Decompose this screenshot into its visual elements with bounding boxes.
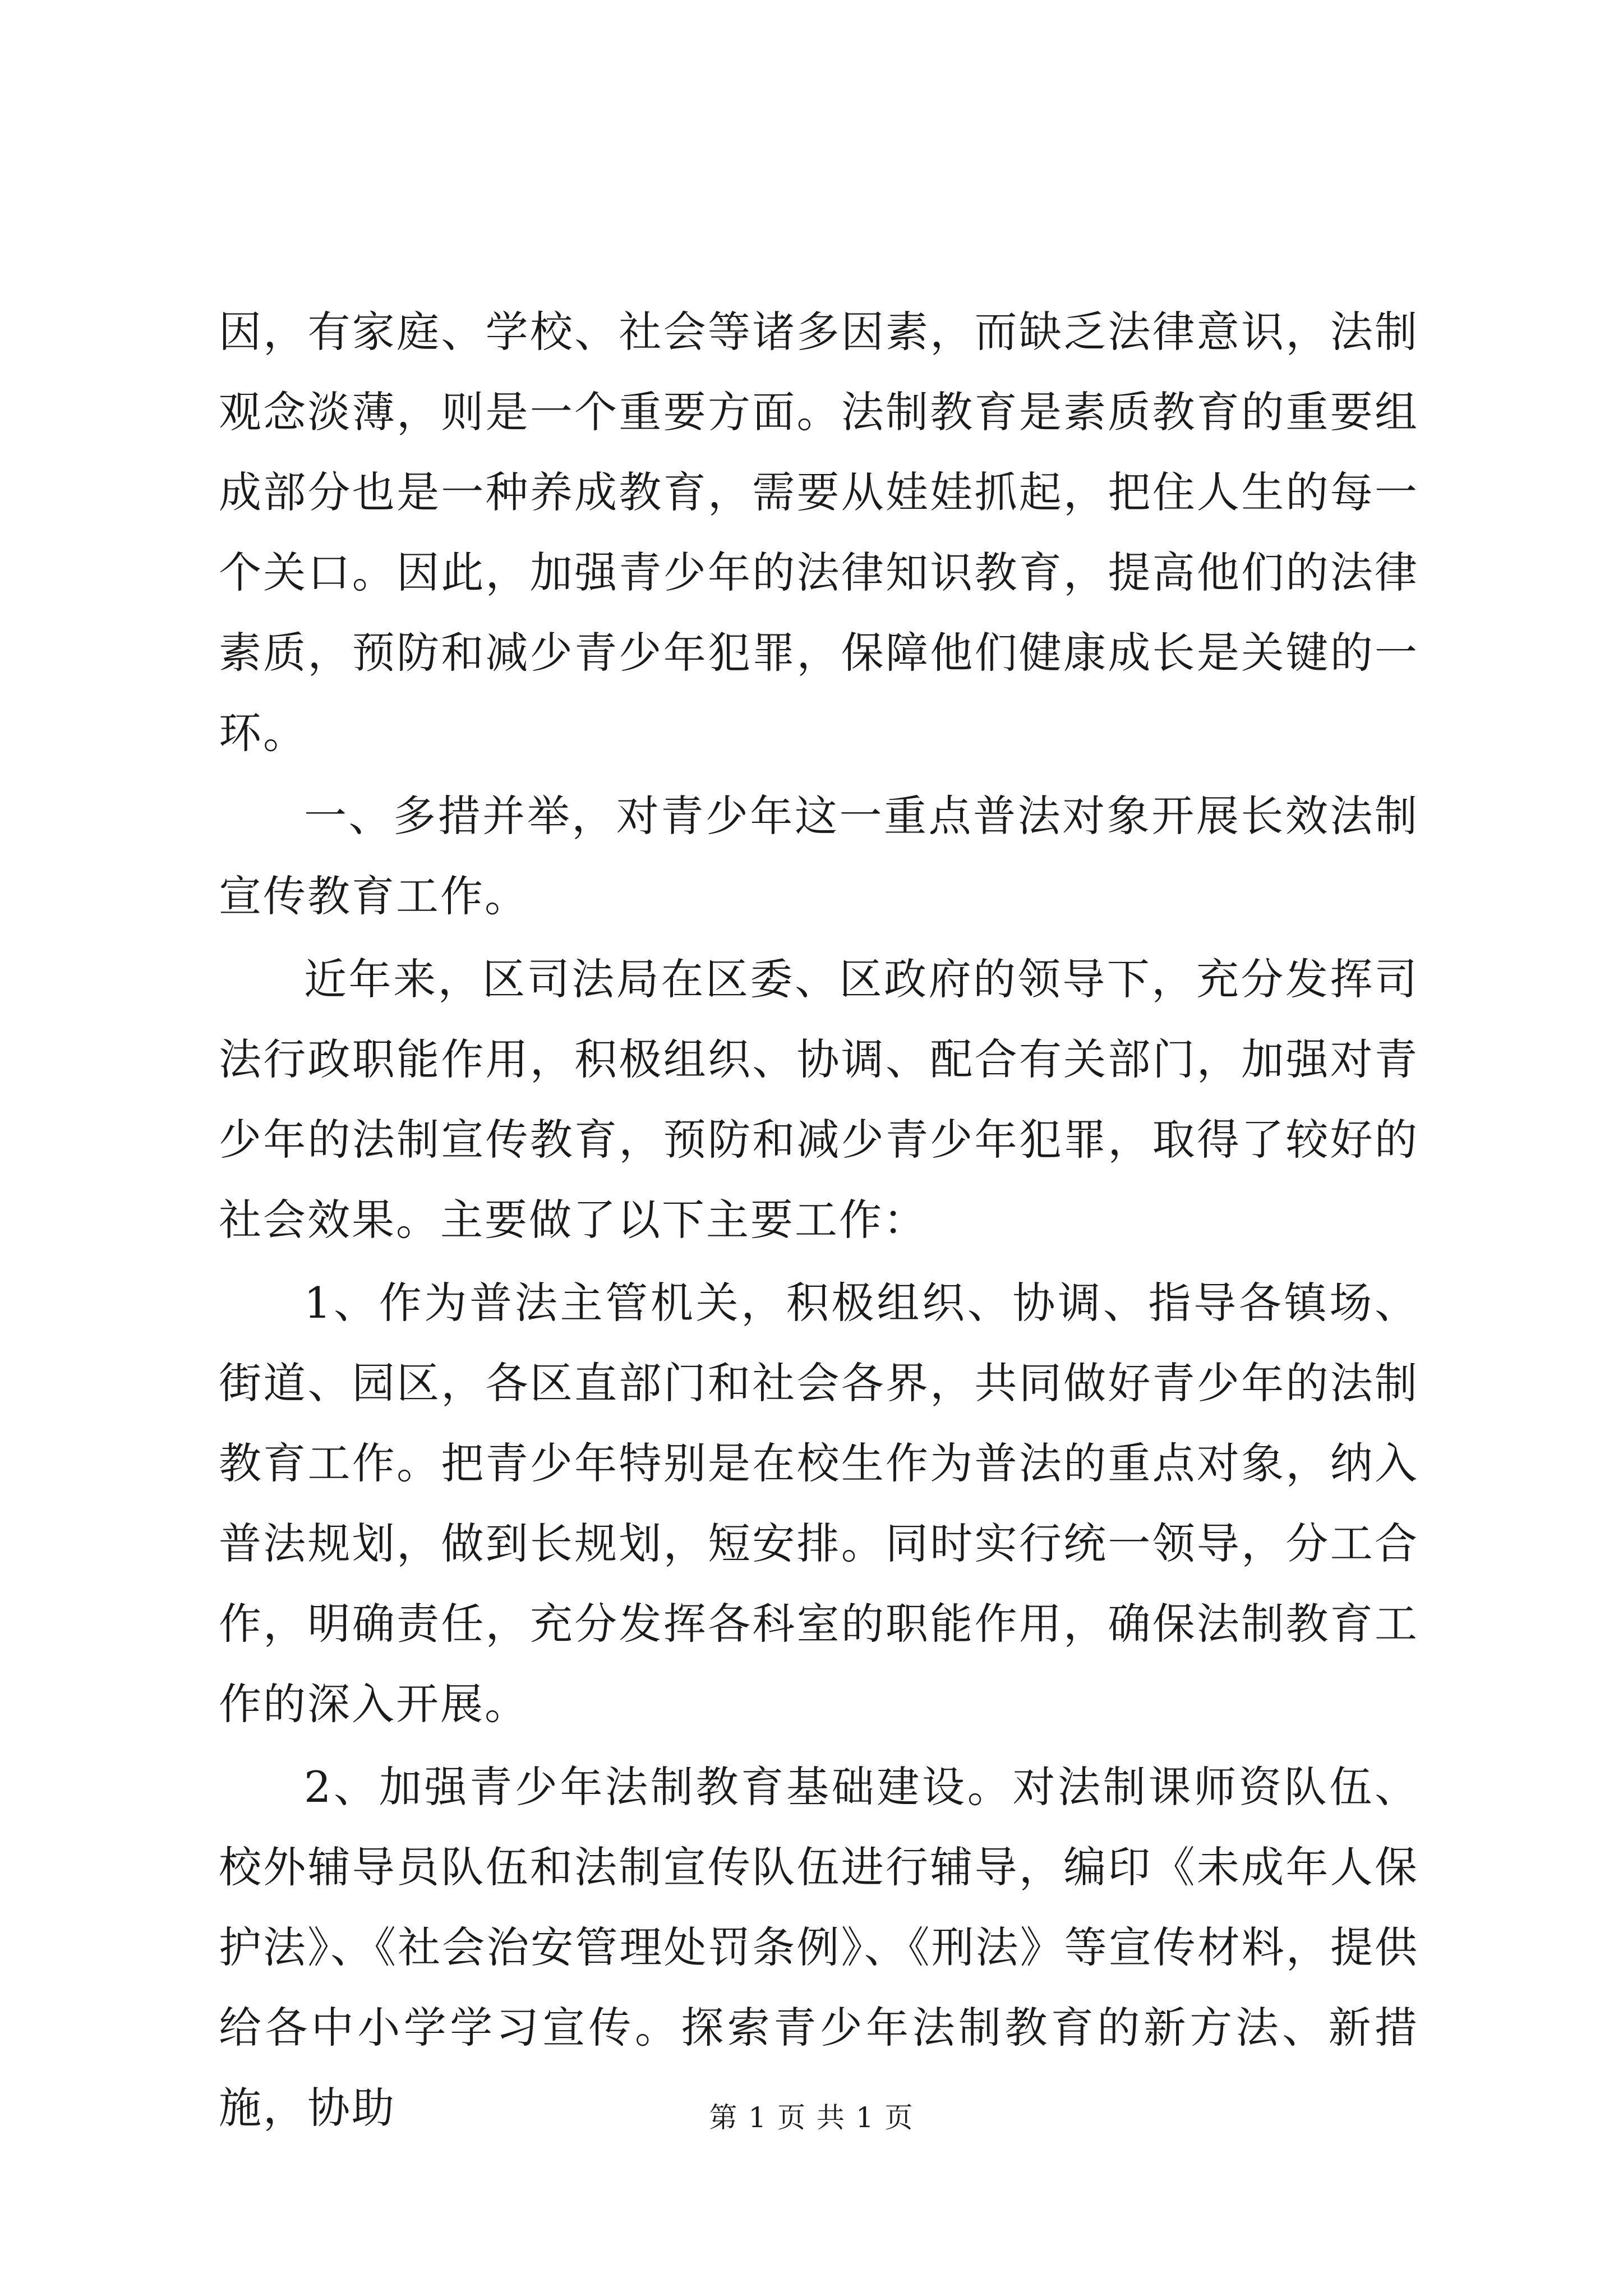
paragraph-4-item-1: 1、作为普法主管机关，积极组织、协调、指导各镇场、街道、园区，各区直部门和社会各界，共同做好青少年的法制教育工作。把青少年特别是在校生作为普法的重点对象，纳入普法规划，做到长规划，短安排。同时实行统一领导，分工合作，明确责任，充分发挥各科室的职能作用，确保法制教育工作的深入开展。 (219, 1278, 1419, 1729)
paragraph-2-section-heading: 一、多措并举，对青少年这一重点普法对象开展长效法制宣传教育工作。 (219, 791, 1419, 921)
page-footer: 第 1 页 共 1 页 (709, 2101, 914, 2134)
document-body (219, 292, 1419, 2151)
paragraph-3: 近年来，区司法局在区委、区政府的领导下，充分发挥司法行政职能作用，积极组织、协调、配合有关部门，加强对青少年的法制宣传教育，预防和减少青少年犯罪，取得了较好的社会效果。主要做了以下主要工作： (219, 954, 1419, 1245)
paragraph-1: 因，有家庭、学校、社会等诸多因素，而缺乏法律意识，法制观念淡薄，则是一个重要方面。法制教育是素质教育的重要组成部分也是一种养成教育，需要从娃娃抓起，把住人生的每一个关口。因此，加强青少年的法律知识教育，提高他们的法律素质，预防和减少青少年犯罪，保障他们健康成长是关键的一环。 (219, 307, 1419, 758)
paragraph-5-item-2: 2、加强青少年法制教育基础建设。对法制课师资队伍、校外辅导员队伍和法制宣传队伍进行辅导，编印《未成年人保护法》、《社会治安管理处罚条例》、《刑法》等宣传材料，提供给各中小学学习宣传。探索青少年法制教育的新方法、新措施，协助 (219, 1762, 1419, 2133)
